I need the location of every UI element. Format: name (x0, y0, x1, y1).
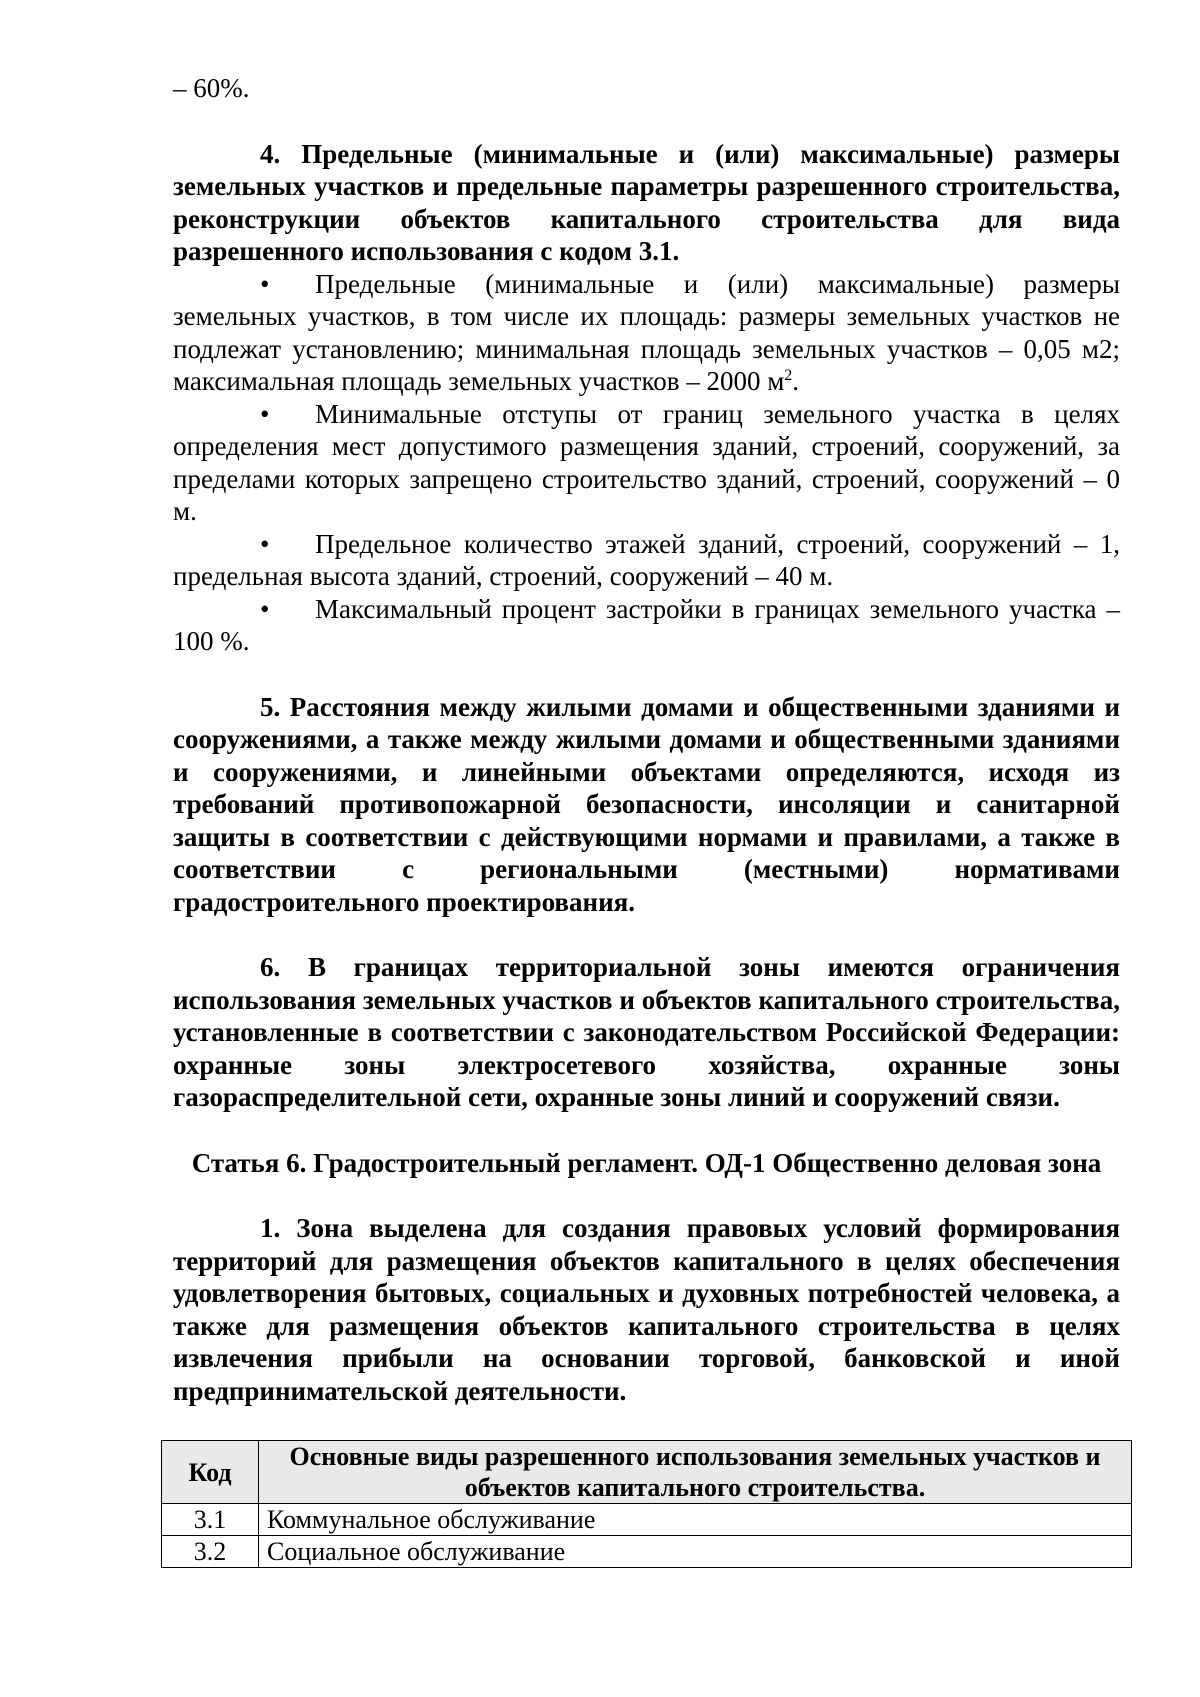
spacer (173, 658, 1120, 691)
bullet-text: Предельные (минимальные и (или) максимальные) размеры земельных участков, в том числе их площадь: размеры земельных участков не подлежат установлению; минимальная площадь земельных участков – 0,05 м2; максимальная площадь земельных участков – 2000 м (173, 268, 1120, 396)
bullet-item (173, 398, 1120, 528)
lead-fragment: – 60%. (173, 73, 250, 103)
table-row (162, 1536, 1132, 1568)
bullet-item (173, 528, 1120, 593)
document-page (173, 72, 1120, 1568)
section-5-paragraph: 5. Расстояния между жилыми домами и общественными зданиями и сооружениями, а также между жилыми домами и общественными зданиями и сооружениями, и линейными объектами определяются, исходя из требований противопожарной безопасности, инсоляции и санитарной защиты в соответствии с действующими нормами и правилами, а также в соответствии с региональными (местными) нормативами градостроительного проектирования. (173, 691, 1120, 917)
table-header-row (162, 1441, 1132, 1504)
spacer (173, 1114, 1120, 1147)
zone-paragraph: 1. Зона выделена для создания правовых условий формирования территорий для размещения объектов капитального в целях обеспечения удовлетворения бытовых, социальных и духовных потребностей человека, а также для размещения объектов капитального строительства в целях извлечения прибыли на основании торговой, банковской и иной предпринимательской деятельности. (173, 1213, 1120, 1406)
bullet-text: Предельное количество этажей зданий, строений, сооружений – 1, предельная высота зданий, строений, сооружений – 40 м. (173, 528, 1120, 591)
bullet-icon: • (260, 398, 270, 429)
bullet-item (173, 593, 1120, 658)
bullet-text: Минимальные отступы от границ земельного участка в целях определения мест допустимого размещения зданий, строений, сооружений, за пределами которых запрещено строительство зданий, строений, сооружений – 0 м. (173, 398, 1120, 526)
use-cell: Социальное обслуживание (259, 1536, 1132, 1568)
code-cell: 3.1 (162, 1504, 259, 1536)
use-cell: Коммунальное обслуживание (259, 1504, 1132, 1536)
section-4-heading: 4. Предельные (минимальные и (или) максимальные) размеры земельных участков и предельные параметры разрешенного строительства, реконструкции объектов капитального строительства для вида разрешенного использования с кодом 3.1. (173, 138, 1120, 266)
spacer (173, 918, 1120, 951)
table-row (162, 1504, 1132, 1536)
spacer (173, 105, 1120, 138)
bullet-icon: • (260, 268, 270, 299)
code-column-header: Код (162, 1441, 259, 1504)
use-column-header: Основные виды разрешенного использования земельных участков и объектов капитального строительства. (259, 1441, 1132, 1504)
bullet-icon: • (260, 528, 270, 559)
bullet-item (173, 268, 1120, 398)
code-cell: 3.2 (162, 1536, 259, 1568)
spacer (173, 1179, 1120, 1212)
superscript: 2 (784, 367, 793, 384)
bullet-icon: • (260, 593, 270, 624)
article-title: Статья 6. Градостроительный регламент. ОД-1 Общественно деловая зона (191, 1147, 1102, 1178)
land-use-table (161, 1440, 1132, 1568)
section-6-paragraph: 6. В границах территориальной зоны имеются ограничения использования земельных участков и объектов капитального строительства, установленные в соответствии с законодательством Российской Федерации: охранные зоны электросетевого хозяйства, охранные зоны газораспределительной сети, охранные зоны линий и сооружений связи. (173, 952, 1120, 1112)
bullet-text: Максимальный процент застройки в границах земельного участка – 100 %. (173, 593, 1120, 656)
spacer (173, 1407, 1120, 1440)
bullet-end: . (792, 366, 800, 396)
